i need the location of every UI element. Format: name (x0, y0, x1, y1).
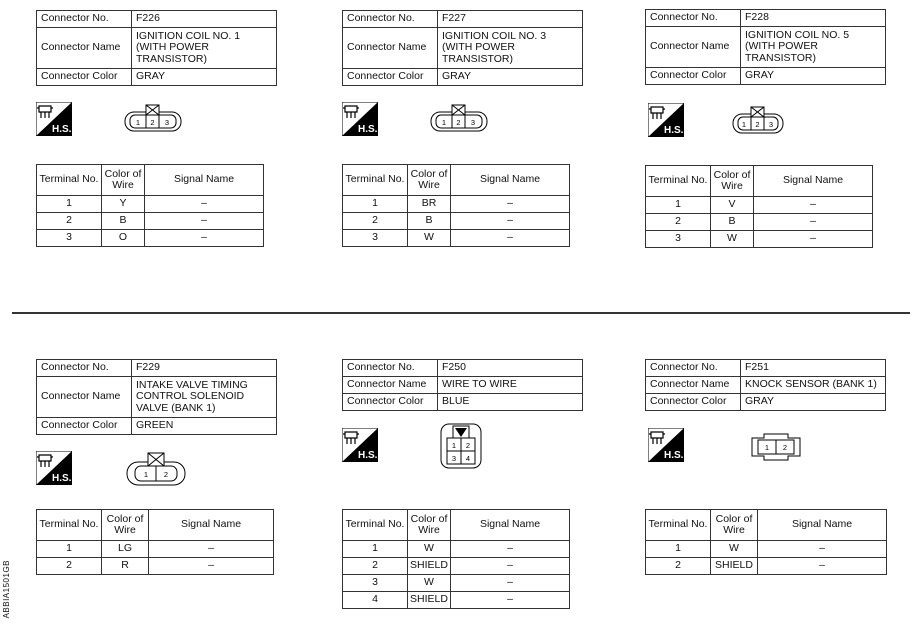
svg-text:2: 2 (782, 443, 788, 452)
connector-color-label: Connector Color (37, 418, 132, 435)
table-row: 1 W – (646, 541, 887, 558)
svg-text:1: 1 (451, 441, 457, 450)
table-row: 3 W – (343, 230, 570, 247)
terminal-block-f227 (342, 164, 570, 247)
section-divider (12, 312, 910, 314)
connector-color-label: Connector Color (343, 394, 438, 411)
connector-face-4pin-icon (440, 420, 482, 470)
hs-symbol-icon (648, 103, 684, 137)
figure-code: ABBIA1501GB (2, 560, 11, 619)
terminal-table (342, 164, 570, 247)
table-row: 2 R – (37, 558, 274, 575)
svg-text:2: 2 (150, 118, 155, 127)
connector-name-label: Connector Name (343, 377, 438, 394)
terminal-table (36, 509, 274, 575)
connector-info-table (645, 9, 886, 85)
svg-text:1: 1 (441, 118, 447, 127)
table-row: 2 B – (37, 213, 264, 230)
connector-info-table (342, 10, 583, 86)
svg-text:1: 1 (143, 470, 149, 479)
connector-name-label: Connector Name (37, 377, 132, 418)
table-row: 4 SHIELD – (343, 592, 570, 609)
connector-info-table (342, 359, 583, 411)
connector-color-value: GRAY (741, 68, 886, 85)
svg-text:3: 3 (164, 118, 170, 127)
svg-text:H.S.: H.S. (358, 124, 378, 135)
signal-name-header: Signal Name (145, 165, 264, 196)
terminal-block-f228 (645, 165, 873, 248)
table-row: 1 V – (646, 197, 873, 214)
svg-text:1: 1 (135, 118, 141, 127)
connector-name-value: WIRE TO WIRE (438, 377, 583, 394)
terminal-block-f251 (645, 509, 887, 575)
svg-text:H.S.: H.S. (358, 450, 378, 461)
table-row: 2 B – (646, 214, 873, 231)
terminal-block-f229 (36, 509, 274, 575)
connector-color-value: BLUE (438, 394, 583, 411)
svg-text:2: 2 (465, 441, 471, 450)
hs-symbol-icon (36, 102, 72, 136)
connector-no-value: F250 (438, 360, 583, 377)
connector-block-f228 (645, 9, 886, 85)
svg-text:H.S.: H.S. (664, 125, 684, 136)
connector-block-f251 (645, 359, 886, 411)
connector-face-3pin-icon (732, 106, 784, 134)
connector-name-value: IGNITION COIL NO. 1 (WITH POWER TRANSISTOR) (132, 28, 277, 69)
table-row: 2 SHIELD – (343, 558, 570, 575)
svg-text:1: 1 (764, 443, 770, 452)
svg-text:H.S.: H.S. (52, 124, 72, 135)
connector-no-label: Connector No. (37, 11, 132, 28)
connector-no-label: Connector No. (646, 10, 741, 27)
connector-no-label: Connector No. (343, 11, 438, 28)
terminal-no-header: Terminal No. (646, 510, 711, 541)
table-row: 1 BR – (343, 196, 570, 213)
connector-no-label: Connector No. (37, 360, 132, 377)
svg-text:4: 4 (465, 454, 471, 463)
svg-text:3: 3 (470, 118, 476, 127)
connector-color-value: GREEN (132, 418, 277, 435)
connector-info-table (36, 10, 277, 86)
hs-symbol-icon (36, 451, 72, 485)
terminal-no-header: Terminal No. (343, 510, 408, 541)
connector-no-label: Connector No. (343, 360, 438, 377)
connector-block-f226 (36, 10, 277, 86)
table-row: 3 W – (646, 231, 873, 248)
table-row: 2 SHIELD – (646, 558, 887, 575)
connector-color-label: Connector Color (646, 394, 741, 411)
terminal-table (645, 165, 873, 248)
table-row: 1 LG – (37, 541, 274, 558)
signal-name-header: Signal Name (758, 510, 887, 541)
connector-no-value: F226 (132, 11, 277, 28)
signal-name-header: Signal Name (451, 165, 570, 196)
terminal-no-header: Terminal No. (37, 165, 102, 196)
hs-symbol-icon (342, 102, 378, 136)
connector-name-value: IGNITION COIL NO. 3 (WITH POWER TRANSISTOR) (438, 28, 583, 69)
svg-text:3: 3 (451, 454, 457, 463)
table-row: 2 B – (343, 213, 570, 230)
connector-color-value: GRAY (132, 69, 277, 86)
connector-name-label: Connector Name (646, 377, 741, 394)
connector-no-value: F228 (741, 10, 886, 27)
connector-no-value: F251 (741, 360, 886, 377)
connector-block-f227 (342, 10, 583, 86)
table-row: 3 W – (343, 575, 570, 592)
svg-text:1: 1 (741, 120, 747, 129)
connector-info-table (36, 359, 277, 435)
connector-face-3pin-icon (124, 104, 182, 132)
connector-no-label: Connector No. (646, 360, 741, 377)
signal-name-header: Signal Name (754, 166, 873, 197)
terminal-no-header: Terminal No. (343, 165, 408, 196)
wire-color-header: Color of Wire (102, 510, 149, 541)
connector-no-value: F227 (438, 11, 583, 28)
signal-name-header: Signal Name (149, 510, 274, 541)
connector-block-f229 (36, 359, 277, 435)
connector-name-value: KNOCK SENSOR (BANK 1) (741, 377, 886, 394)
svg-text:H.S.: H.S. (664, 450, 684, 461)
terminal-no-header: Terminal No. (646, 166, 711, 197)
table-row: 1 W – (343, 541, 570, 558)
hs-symbol-icon (648, 428, 684, 462)
svg-text:3: 3 (768, 120, 774, 129)
connector-block-f250 (342, 359, 583, 411)
connector-face-2pin-icon (748, 432, 804, 462)
connector-name-label: Connector Name (646, 27, 741, 68)
connector-info-table (645, 359, 886, 411)
wire-color-header: Color of Wire (102, 165, 145, 196)
connector-color-label: Connector Color (646, 68, 741, 85)
svg-text:2: 2 (456, 118, 461, 127)
wire-color-header: Color of Wire (711, 166, 754, 197)
signal-name-header: Signal Name (451, 510, 570, 541)
connector-name-value: IGNITION COIL NO. 5 (WITH POWER TRANSISTOR) (741, 27, 886, 68)
terminal-table (342, 509, 570, 609)
table-row: 1 Y – (37, 196, 264, 213)
connector-name-value: INTAKE VALVE TIMING CONTROL SOLENOID VALVE (BANK 1) (132, 377, 277, 418)
connector-name-label: Connector Name (343, 28, 438, 69)
table-row: 3 O – (37, 230, 264, 247)
terminal-no-header: Terminal No. (37, 510, 102, 541)
terminal-table (36, 164, 264, 247)
hs-symbol-icon (342, 428, 378, 462)
svg-text:2: 2 (163, 470, 169, 479)
connector-face-2pin-icon (126, 452, 186, 486)
wire-color-header: Color of Wire (408, 165, 451, 196)
terminal-block-f226 (36, 164, 264, 247)
connector-color-value: GRAY (438, 69, 583, 86)
terminal-table (645, 509, 887, 575)
connector-color-value: GRAY (741, 394, 886, 411)
wire-color-header: Color of Wire (711, 510, 758, 541)
svg-text:H.S.: H.S. (52, 473, 72, 484)
connector-color-label: Connector Color (343, 69, 438, 86)
terminal-block-f250 (342, 509, 570, 609)
connector-color-label: Connector Color (37, 69, 132, 86)
connector-no-value: F229 (132, 360, 277, 377)
wire-color-header: Color of Wire (408, 510, 451, 541)
connector-face-3pin-icon (430, 104, 488, 132)
svg-text:2: 2 (755, 120, 760, 129)
connector-name-label: Connector Name (37, 28, 132, 69)
